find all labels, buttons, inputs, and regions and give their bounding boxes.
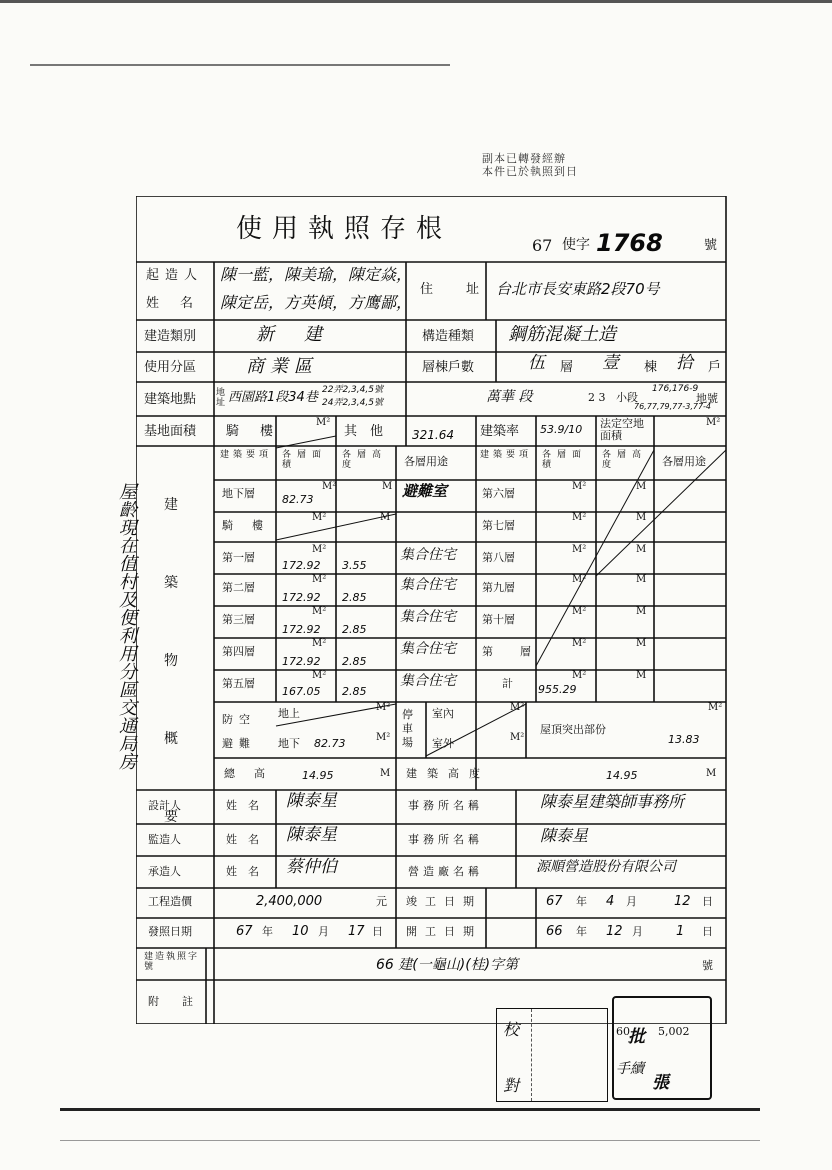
supervisor-name-label: 姓 名 — [226, 833, 259, 846]
scan-top-edge — [0, 0, 832, 3]
structure-value: 鋼筋混凝土造 — [508, 324, 616, 345]
shelter-label: 防空避難 — [222, 713, 256, 750]
contractor-name: 蔡仲伯 — [286, 857, 337, 877]
issue-month: 10 — [292, 924, 309, 939]
unit-m2: M² — [510, 732, 525, 743]
zone-value: 商業區 — [246, 356, 318, 377]
row-3f-use: 集合住宅 — [400, 609, 456, 625]
proofread-mark-1: 校 — [503, 1020, 520, 1039]
row-2f-item: 第二層 — [222, 581, 255, 594]
stamp-top: 副本已轉發經辦 本件已於執照到日 — [482, 152, 578, 178]
site-land-section: 萬華 段 — [486, 389, 533, 405]
contractor-label: 承造人 — [148, 865, 181, 878]
unit-m2: M² — [312, 574, 327, 585]
owner-names-1: 陳一藍，陳美瑜，陳定焱， — [220, 265, 413, 284]
unit-m2: M² — [312, 670, 327, 681]
coverage-label: 建築率 — [480, 424, 520, 439]
total-height-value: 14.95 — [302, 769, 334, 782]
row-4f-item: 第四層 — [222, 645, 255, 658]
site-label: 建築地點 — [144, 392, 197, 407]
building-outline-label: 建 築 物 概 要 — [164, 497, 192, 825]
shelter-above-label: 地上 — [278, 707, 300, 720]
completion-year-unit: 年 — [576, 895, 587, 908]
stamp-divider — [531, 1009, 532, 1101]
unit-m2: M² — [510, 702, 525, 713]
row-10f-item: 第十層 — [482, 613, 515, 626]
cost-unit: 元 — [376, 895, 387, 908]
row-4f-area: 172.92 — [282, 655, 321, 668]
unit-m: M — [382, 481, 393, 492]
unit-m: M — [380, 768, 391, 779]
row-1f-use: 集合住宅 — [400, 547, 456, 563]
start-year-unit: 年 — [576, 925, 587, 938]
start-month: 12 — [606, 924, 623, 939]
structure-label: 構造種類 — [422, 329, 475, 344]
unit-m: M — [636, 574, 647, 585]
building-permit-suffix: 號 — [702, 959, 713, 972]
other-label: 其 他 — [344, 424, 384, 439]
margin-note: 屋齡現在值村及便利用分區交通局房 — [116, 482, 137, 770]
unit-m2: M² — [312, 606, 327, 617]
parking-label: 停車場 — [402, 708, 413, 749]
arcade-unit: M² — [316, 417, 331, 428]
row-total-area: 955.29 — [538, 683, 577, 696]
floors-value: 伍 — [528, 353, 545, 373]
designer-name-label: 姓 名 — [226, 799, 259, 812]
start-date-label: 開工日期 — [406, 925, 482, 938]
parking-indoor-label: 室內 — [432, 707, 454, 720]
completion-day: 12 — [674, 894, 691, 909]
row-3f-item: 第三層 — [222, 613, 255, 626]
unit-m2: M² — [376, 732, 391, 743]
row-8f-item: 第八層 — [482, 551, 515, 564]
unit-m2: M² — [572, 544, 587, 555]
site-nums-1: 22弄2,3,4,5號 — [322, 385, 383, 395]
row-4f-use: 集合住宅 — [400, 641, 456, 657]
build-type-label: 建造類別 — [144, 329, 197, 344]
owner-address: 台北市長安東路2段70号 — [496, 280, 660, 298]
header-height-left: 各層高度 — [342, 450, 388, 470]
row-5f-area: 167.05 — [282, 685, 321, 698]
row-b1-use: 避難室 — [402, 482, 448, 500]
site-lots-1: 176,176-9 — [652, 384, 699, 394]
row-1f-item: 第一層 — [222, 551, 255, 564]
issue-year: 67 — [236, 924, 253, 939]
site-land-nums: 2 3 — [588, 391, 606, 404]
scan-line — [30, 64, 450, 66]
start-month-unit: 月 — [632, 925, 643, 938]
row-3f-height: 2.85 — [342, 623, 367, 636]
header-height-right: 各層高度 — [602, 450, 648, 470]
roof-label: 屋頂突出部份 — [540, 723, 606, 736]
designer-office-label: 事務所名稱 — [408, 799, 483, 812]
unit-m2: M² — [376, 702, 391, 713]
unit-m: M — [380, 512, 391, 523]
row-3f-area: 172.92 — [282, 623, 321, 636]
zone-label: 使用分區 — [144, 360, 197, 375]
unit-m2: M² — [572, 512, 587, 523]
designer-name: 陳泰星 — [286, 791, 337, 811]
permit-suffix: 號 — [704, 238, 718, 253]
unit-m2: M² — [312, 544, 327, 555]
total-height-label: 總 高 — [224, 767, 269, 780]
build-type-value: 新 建 — [256, 324, 328, 345]
unit-m2: M² — [572, 638, 587, 649]
buildings-value: 壹 — [602, 353, 619, 373]
receipt-amount: 5,002 — [658, 1025, 690, 1038]
unit-m2: M² — [572, 574, 587, 585]
permit-year: 67 — [532, 236, 553, 255]
header-use-left: 各層用途 — [404, 455, 448, 468]
arcade-label: 騎 樓 — [226, 424, 278, 439]
unit-m2: M² — [312, 638, 327, 649]
form-title: 使用執照存根 — [236, 214, 453, 244]
shelter-below-value: 82.73 — [314, 737, 346, 750]
designer-label: 設計人 — [148, 799, 181, 812]
row-2f-use: 集合住宅 — [400, 577, 456, 593]
cost-label: 工程造價 — [148, 895, 192, 908]
open-space-unit: M² — [706, 417, 721, 428]
receipt-fee: 手續 — [616, 1061, 644, 1077]
permit-form — [136, 196, 732, 1024]
row-b1-item: 地下層 — [222, 487, 255, 500]
row-5f-use: 集合住宅 — [400, 673, 456, 689]
row-7f-item: 第七層 — [482, 519, 515, 532]
row-5f-height: 2.85 — [342, 685, 367, 698]
unit-m2: M² — [572, 606, 587, 617]
buildings-unit: 棟 — [644, 360, 658, 375]
shelter-below-label: 地下 — [278, 737, 300, 750]
fee-receipt-stamp — [612, 996, 712, 1100]
start-day: 1 — [676, 924, 685, 939]
site-address: 西園路1段34巷 — [228, 390, 318, 405]
completion-day-unit: 日 — [702, 895, 713, 908]
row-total-item: 計 — [502, 677, 513, 690]
site-address-label: 地址 — [216, 388, 226, 408]
issue-year-unit: 年 — [262, 925, 273, 938]
unit-m: M — [636, 638, 647, 649]
permit-prefix: 使字 — [562, 237, 590, 253]
completion-month-unit: 月 — [626, 895, 637, 908]
supervisor-name: 陳泰星 — [286, 825, 337, 845]
supervisor-label: 監造人 — [148, 833, 181, 846]
site-small-section: 小段 — [616, 391, 638, 404]
parking-outdoor-label: 室外 — [432, 737, 454, 750]
start-day-unit: 日 — [702, 925, 713, 938]
header-area-left: 各層面積 — [282, 450, 328, 470]
row-1f-area: 172.92 — [282, 559, 321, 572]
units-unit: 戶 — [708, 360, 722, 375]
supervisor-office: 陳泰星 — [540, 826, 589, 845]
units-value: 拾 — [676, 353, 693, 373]
coverage-value: 53.9/10 — [540, 423, 583, 436]
row-2f-height: 2.85 — [342, 591, 367, 604]
fee-stamp-box — [496, 1008, 608, 1102]
cost-value: 2,400,000 — [256, 894, 323, 909]
building-permit-value: 66 建(一龜山)(桂)字第 — [376, 957, 519, 973]
unit-m: M — [636, 670, 647, 681]
unit-m: M — [636, 481, 647, 492]
designer-office: 陳泰星建築師事務所 — [540, 792, 685, 811]
supervisor-office-label: 事務所名稱 — [408, 833, 483, 846]
receipt-bottom: 張 — [652, 1073, 669, 1093]
issue-day: 17 — [348, 924, 365, 939]
row-4f-height: 2.85 — [342, 655, 367, 668]
scan-bottom-line — [60, 1108, 760, 1111]
building-permit-label: 建造執照字號 — [144, 952, 200, 972]
unit-m: M — [636, 606, 647, 617]
building-height-value: 14.95 — [606, 769, 638, 782]
site-area-label: 基地面積 — [144, 424, 197, 439]
unit-m2: M² — [708, 702, 723, 713]
header-item-right: 建築要項 — [480, 450, 533, 460]
issue-date-label: 發照日期 — [148, 925, 192, 938]
issue-day-unit: 日 — [372, 925, 383, 938]
contractor-name-label: 姓 名 — [226, 865, 259, 878]
proofread-mark-2: 對 — [503, 1076, 520, 1095]
receipt-num: 60 — [616, 1025, 630, 1038]
completion-month: 4 — [606, 894, 615, 909]
unit-m: M — [636, 512, 647, 523]
unit-m: M — [636, 544, 647, 555]
roof-value: 13.83 — [668, 733, 700, 746]
header-use-right: 各層用途 — [662, 455, 706, 468]
row-b1-area: 82.73 — [282, 493, 314, 506]
header-item-left: 建築要項 — [220, 450, 273, 460]
floors-unit: 層 — [560, 360, 574, 375]
owner-name-label: 姓 名 — [146, 296, 198, 311]
site-lots-2: 76,77,79,77-3,77-4 — [634, 402, 712, 411]
unit-m: M — [706, 768, 717, 779]
receipt-mid: 批 — [628, 1027, 645, 1047]
row-arcade-item: 騎 樓 — [222, 519, 267, 532]
scan-line-2 — [60, 1140, 760, 1141]
floors-label: 層棟戶數 — [422, 360, 475, 375]
contractor-factory-label: 營造廠名稱 — [408, 865, 483, 878]
issue-month-unit: 月 — [318, 925, 329, 938]
building-height-label: 建築高度 — [406, 767, 490, 780]
site-lot-label: 地號 — [696, 392, 718, 405]
row-5f-item: 第五層 — [222, 677, 255, 690]
address-label: 住 址 — [420, 282, 490, 297]
unit-m2: M² — [322, 481, 337, 492]
row-1f-height: 3.55 — [342, 559, 367, 572]
owner-names-2: 陳定岳，方英傾，方鹰鄙， — [220, 293, 413, 312]
completion-label: 竣工日期 — [406, 895, 482, 908]
other-value: 321.64 — [412, 428, 454, 442]
unit-m2: M² — [572, 481, 587, 492]
row-6f-item: 第六層 — [482, 487, 515, 500]
permit-number: 1768 — [596, 229, 663, 257]
unit-m2: M² — [572, 670, 587, 681]
owner-label: 起造人 — [146, 268, 204, 283]
unit-m2: M² — [312, 512, 327, 523]
row-nf-item: 第 層 — [482, 645, 539, 658]
row-9f-item: 第九層 — [482, 581, 515, 594]
contractor-company: 源順營造股份有限公司 — [536, 859, 676, 875]
note-label: 附 註 — [148, 995, 199, 1008]
open-space-label: 法定空地面積 — [600, 417, 644, 442]
row-2f-area: 172.92 — [282, 591, 321, 604]
site-nums-2: 24弄2,3,4,5號 — [322, 398, 383, 408]
completion-year: 67 — [546, 894, 563, 909]
start-year: 66 — [546, 924, 563, 939]
header-area-right: 各層面積 — [542, 450, 588, 470]
